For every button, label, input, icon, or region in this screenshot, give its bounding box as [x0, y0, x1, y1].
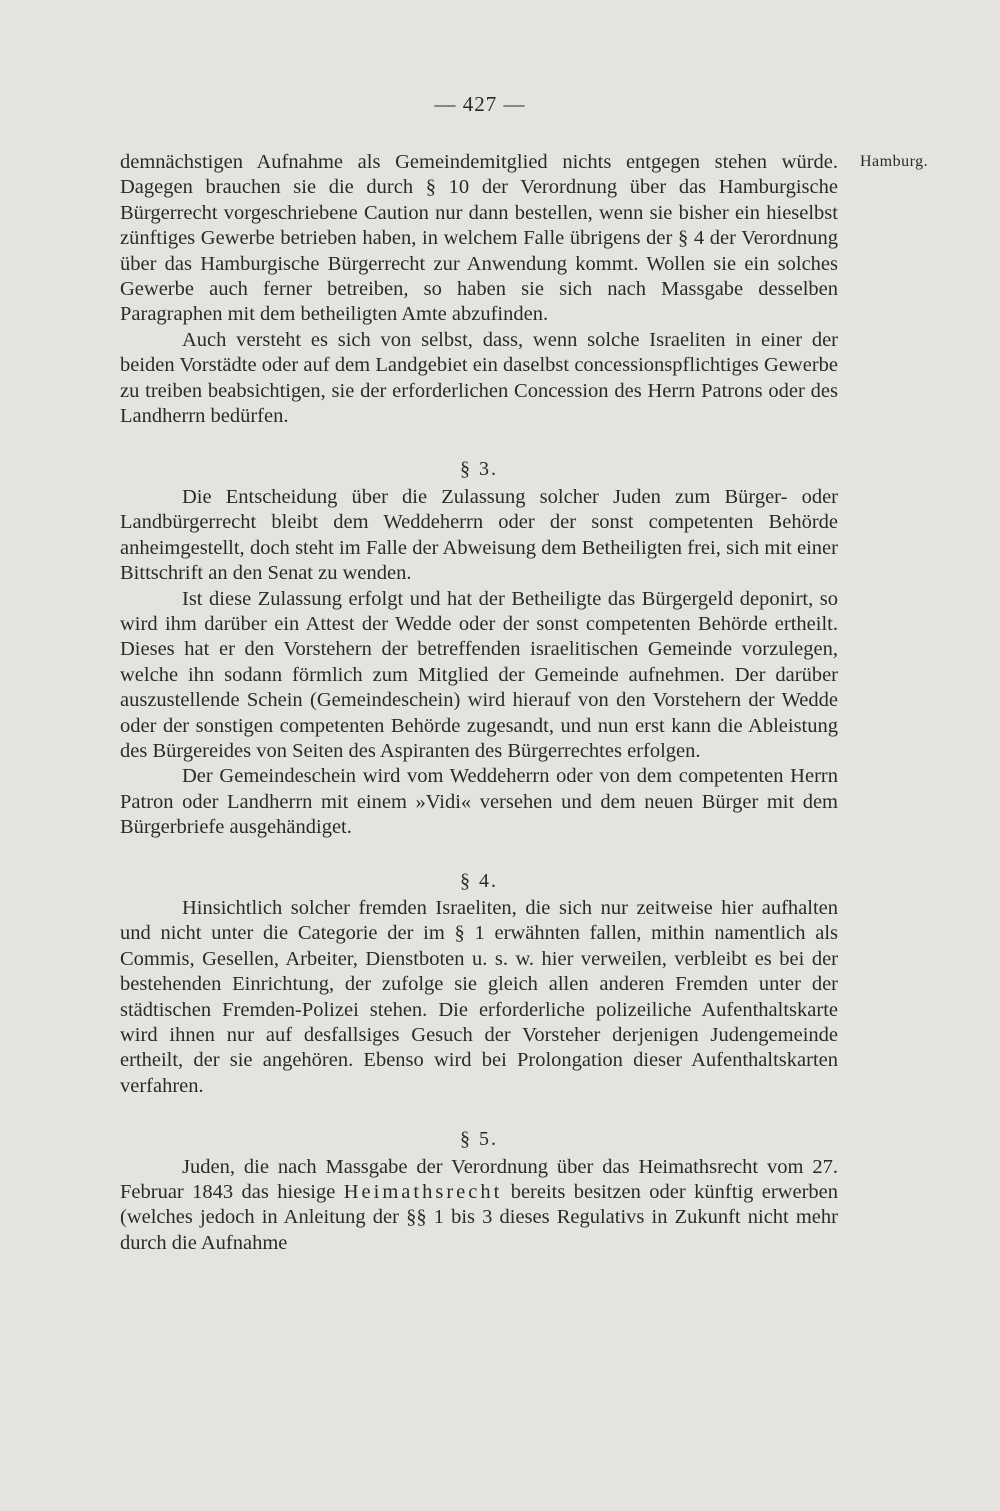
paragraph: demnächstigen Aufnahme als Gemeindemitglied nichts entgegen stehen würde. Dagegen brauchen sie die durch § 10 der Verordnung über das Hamburgische Bürgerrecht vorgeschriebene Caution nur dann bestellen, wenn sie bisher ein hieselbst zünftiges Gewerbe betrieben haben, in welchem Falle übrigens der § 4 der Verordnung über das Hamburgische Bürgerrecht zur Anwendung kommt. Wollen sie ein solches Gewerbe auch ferner betreiben, so haben sie sich nach Massgabe desselben Paragraphen mit dem betheiligten Amte abzufinden.	[120, 151, 838, 326]
paragraph: Die Entscheidung über die Zulassung solcher Juden zum Bürger- oder Landbürgerrecht bleibt dem Weddeherrn oder der sonst competenten Behörde anheimgestellt, doch steht im Falle der Abweisung dem Betheiligten frei, sich mit einer Bittschrift an den Senat zu wenden.	[120, 485, 838, 585]
section-heading: § 4.	[460, 869, 498, 892]
body-text	[120, 150, 838, 1256]
margin-note: Hamburg.	[860, 153, 929, 170]
emphasized-term: Heimathsrecht	[343, 1181, 503, 1204]
paragraph-text: Juden, die nach Massgabe der Verordnung über das Heimathsrecht vom 27. Februar 1843 das hiesige	[120, 1155, 838, 1204]
paragraph: Der Gemeindeschein wird vom Weddeherrn oder von dem competenten Herrn Patron oder Landherrn mit einem »Vidi« versehen und dem neuen Bürger mit dem Bürgerbriefe ausgehändiget.	[120, 765, 838, 839]
paragraph: Ist diese Zulassung erfolgt und hat der Betheiligte das Bürgergeld deponirt, so wird ihm darüber ein Attest der Wedde oder der sonst competenten Behörde ertheilt. Dieses hat er den Vorstehern der betreffenden israelitischen Gemeinde vorzulegen, welche ihn sodann förmlich zum Mitglied der Gemeinde aufnehmen. Der darüber auszustellende Schein (Gemeindeschein) wird hierauf von den Vorstehern der Wedde oder der sonstigen competenten Behörde zugesandt, und nun erst kann die Ableistung des Bürgereides von Seiten des Aspiranten des Bürgerrechtes erfolgen.	[120, 587, 838, 762]
page-number: — 427 —	[434, 92, 526, 116]
paragraph	[120, 1155, 838, 1257]
paragraph: Hinsichtlich solcher fremden Israeliten, die sich nur zeitweise hier aufhalten und nicht unter die Categorie der im § 1 erwähnten fallen, mithin namentlich als Commis, Gesellen, Arbeiter, Dienstboten u. s. w. hier verweilen, verbleibt es bei der bestehenden Einrichtung, der zufolge sie gleich allen anderen Fremden unter der städtischen Fremden-Polizei stehen. Die erforderliche polizeiliche Aufenthaltskarte wird ihnen nur auf desfallsiges Gesuch der Vorsteher derjenigen Judengemeinde ertheilt, der sie angehören. Ebenso wird bei Prolongation dieser Aufenthaltskarten verfahren.	[120, 896, 838, 1097]
paragraph-text: bereits besitzen oder künftig erwerben (welches jedoch in Anleitung der §§ 1 bis 3 dieses Regulativs in Zukunft nicht mehr durch die Aufnahme	[120, 1181, 838, 1254]
section-heading: § 3.	[460, 458, 498, 481]
paragraph: Auch versteht es sich von selbst, dass, wenn solche Israeliten in einer der beiden Vorstädte oder auf dem Landgebiet ein daselbst concessionspflichtiges Gewerbe zu treiben beabsichtigen, sie der erforderlichen Concession des Herrn Patrons oder des Landherrn bedürfen.	[120, 328, 838, 428]
section-heading: § 5.	[460, 1128, 498, 1151]
